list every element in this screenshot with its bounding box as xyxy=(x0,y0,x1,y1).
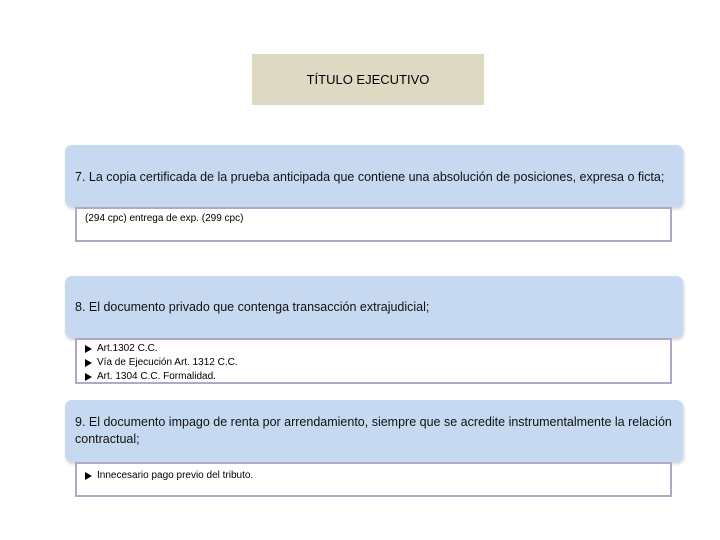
detail-text: Vía de Ejecución Art. 1312 C.C. xyxy=(97,357,238,368)
arrow-bullet-icon xyxy=(85,472,92,480)
arrow-bullet-icon xyxy=(85,345,92,353)
item-heading-7: 7. La copia certificada de la prueba anticipada que contiene una absolución de posiciones, expresa o ficta; xyxy=(75,169,665,184)
item-heading-9: 9. El documento impago de renta por arrendamiento, siempre que se acredite instrumentalmente la relación contractual; xyxy=(75,415,672,446)
detail-line xyxy=(85,469,662,483)
item-detail-box-8 xyxy=(75,338,672,384)
detail-text: Art.1302 C.C. xyxy=(97,343,158,354)
detail-line xyxy=(85,370,662,384)
item-card-9 xyxy=(65,400,683,462)
item-card-7 xyxy=(65,145,683,207)
arrow-bullet-icon xyxy=(85,373,92,381)
item-heading-8: 8. El documento privado que contenga transacción extrajudicial; xyxy=(75,299,430,314)
detail-line xyxy=(85,212,662,226)
item-detail-box-7 xyxy=(75,207,672,242)
detail-text: Innecesario pago previo del tributo. xyxy=(97,470,254,481)
item-card-8 xyxy=(65,276,683,338)
detail-line xyxy=(85,342,662,356)
detail-text: Art. 1304 C.C. Formalidad. xyxy=(97,371,216,382)
item-detail-box-9 xyxy=(75,462,672,497)
detail-text: (294 cpc) entrega de exp. (299 cpc) xyxy=(85,213,244,224)
arrow-bullet-icon xyxy=(85,359,92,367)
page-title-text: TÍTULO EJECUTIVO xyxy=(306,72,430,87)
page-title xyxy=(252,54,484,105)
detail-line xyxy=(85,356,662,370)
